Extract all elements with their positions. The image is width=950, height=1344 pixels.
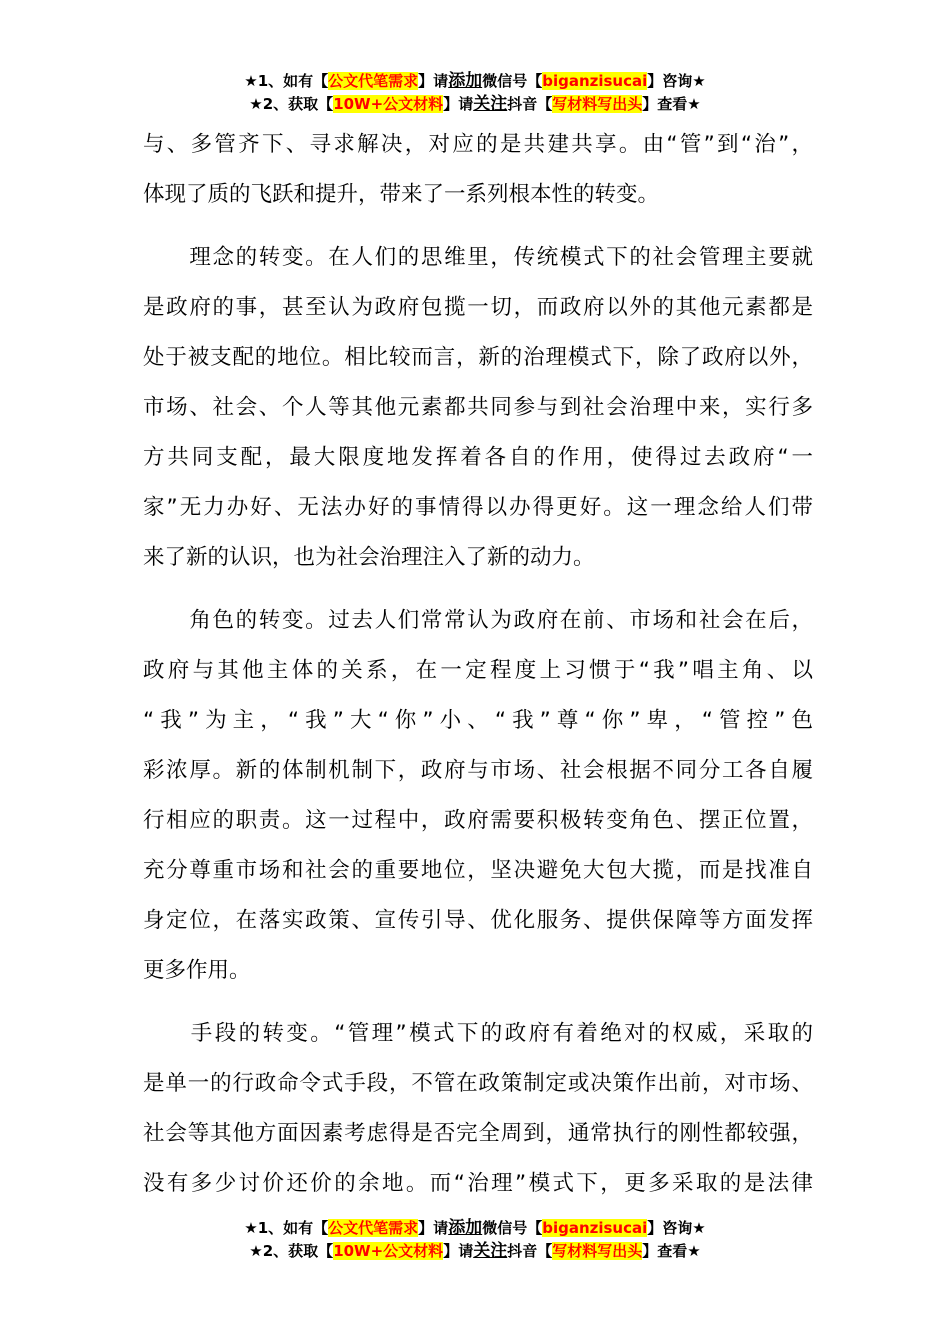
document-body bbox=[143, 120, 813, 1209]
text-line: 家”无力办好、无法办好的事情得以办得更好。这一理念给人们带 bbox=[143, 495, 813, 520]
banner-line-2 bbox=[0, 93, 950, 116]
wechat-id: biganzisucai bbox=[542, 1219, 648, 1237]
text-line: 来了新的认识，也为社会治理注入了新的动力。 bbox=[143, 545, 595, 570]
footer-banner bbox=[0, 1217, 950, 1263]
text-line: 市场、社会、个人等其他元素都共同参与到社会治理中来，实行多 bbox=[143, 395, 813, 420]
banner-text: ★1、如有【 bbox=[244, 1219, 329, 1237]
text-line: 更多作用。 bbox=[143, 958, 251, 983]
banner-emphasis: 关注 bbox=[473, 1241, 508, 1261]
banner-text: ★1、如有【 bbox=[244, 72, 329, 90]
text-line: 与、多管齐下、寻求解决，对应的是共建共享。由“管”到“治”， bbox=[143, 132, 813, 157]
banner-text: 】请 bbox=[443, 1242, 474, 1260]
douyin-account: 写材料写出头 bbox=[552, 1242, 643, 1260]
text-line: 角色的转变。过去人们常常认为政府在前、市场和社会在后， bbox=[143, 608, 813, 633]
paragraph-intro bbox=[143, 120, 813, 220]
materials-tag: 10W+公文材料 bbox=[333, 95, 444, 113]
ghostwriting-tag: 公文代笔需求 bbox=[328, 1219, 419, 1237]
banner-line-2 bbox=[0, 1240, 950, 1263]
banner-text: 】咨询★ bbox=[647, 72, 706, 90]
ghostwriting-tag: 公文代笔需求 bbox=[328, 72, 419, 90]
banner-text: 】查看★ bbox=[642, 95, 701, 113]
text-line: 处于被支配的地位。相比较而言，新的治理模式下，除了政府以外， bbox=[143, 345, 813, 370]
banner-text: ★2、获取【 bbox=[249, 95, 334, 113]
text-line: 体现了质的飞跃和提升，带来了一系列根本性的转变。 bbox=[143, 182, 660, 207]
text-line: 身定位，在落实政策、宣传引导、优化服务、提供保障等方面发挥 bbox=[143, 908, 813, 933]
banner-text: 微信号【 bbox=[482, 72, 543, 90]
banner-text: 】请 bbox=[418, 72, 449, 90]
banner-emphasis: 关注 bbox=[473, 94, 508, 114]
banner-line-1 bbox=[0, 70, 950, 93]
text-line: “我”为主，“我”大“你”小、“我”尊“你”卑，“管控”色 bbox=[143, 708, 813, 733]
banner-emphasis: 添加 bbox=[448, 1218, 483, 1238]
text-line: 充分尊重市场和社会的重要地位，坚决避免大包大揽，而是找准自 bbox=[143, 858, 813, 883]
text-line: 行相应的职责。这一过程中，政府需要积极转变角色、摆正位置， bbox=[143, 808, 813, 833]
text-line: 是政府的事，甚至认为政府包揽一切，而政府以外的其他元素都是 bbox=[143, 295, 813, 320]
text-line: 是单一的行政命令式手段，不管在政策制定或决策作出前，对市场、 bbox=[143, 1071, 813, 1096]
banner-text: 微信号【 bbox=[482, 1219, 543, 1237]
text-line: 彩浓厚。新的体制机制下，政府与市场、社会根据不同分工各自履 bbox=[143, 758, 813, 783]
banner-text: 】请 bbox=[443, 95, 474, 113]
text-line: 手段的转变。“管理”模式下的政府有着绝对的权威，采取的 bbox=[143, 1021, 813, 1046]
banner-line-1 bbox=[0, 1217, 950, 1240]
banner-emphasis: 添加 bbox=[448, 71, 483, 91]
text-line: 没有多少讨价还价的余地。而“治理”模式下，更多采取的是法律 bbox=[143, 1171, 813, 1196]
banner-text: 抖音【 bbox=[507, 95, 553, 113]
text-line: 方共同支配，最大限度地发挥着各自的作用，使得过去政府“一 bbox=[143, 445, 813, 470]
douyin-account: 写材料写出头 bbox=[552, 95, 643, 113]
text-line: 理念的转变。在人们的思维里，传统模式下的社会管理主要就 bbox=[143, 245, 813, 270]
paragraph-concept-shift bbox=[143, 233, 813, 583]
banner-text: ★2、获取【 bbox=[249, 1242, 334, 1260]
text-line: 社会等其他方面因素考虑得是否完全周到，通常执行的刚性都较强， bbox=[143, 1121, 813, 1146]
banner-text: 抖音【 bbox=[507, 1242, 553, 1260]
paragraph-means-shift bbox=[143, 1009, 813, 1209]
materials-tag: 10W+公文材料 bbox=[333, 1242, 444, 1260]
paragraph-role-shift bbox=[143, 596, 813, 996]
banner-text: 】请 bbox=[418, 1219, 449, 1237]
text-line: 政府与其他主体的关系，在一定程度上习惯于“我”唱主角、以 bbox=[143, 658, 813, 683]
wechat-id: biganzisucai bbox=[542, 72, 648, 90]
header-banner bbox=[0, 70, 950, 116]
banner-text: 】查看★ bbox=[642, 1242, 701, 1260]
banner-text: 】咨询★ bbox=[647, 1219, 706, 1237]
